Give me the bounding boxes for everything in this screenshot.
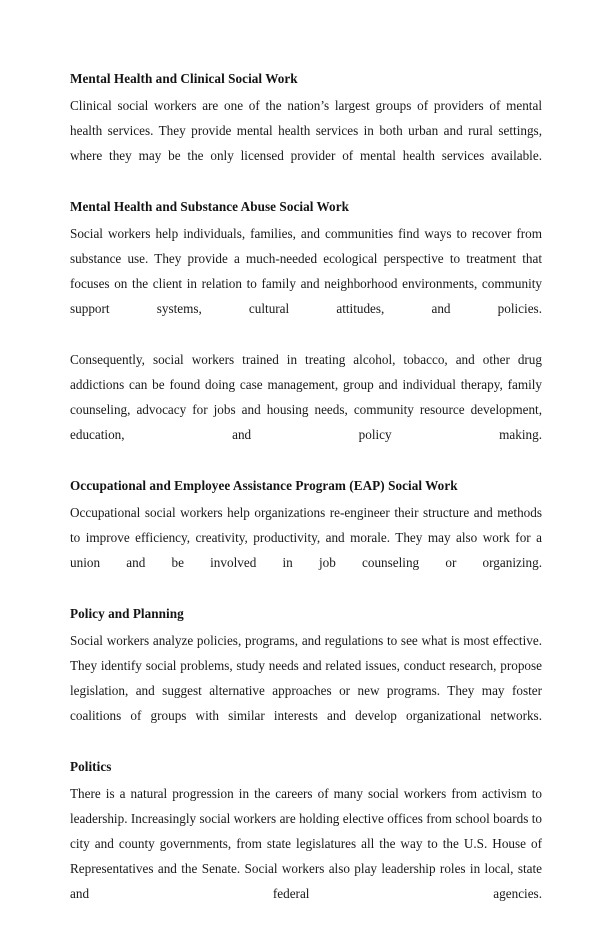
section-paragraph: Social workers help individuals, families, and communities find ways to recover from substance use. They provide a much-needed ecological perspective to treatment that focuses on the client in relation to family and neighborhood environments, community support systems, cultural attitudes, and policies.	[70, 225, 542, 317]
section-policy-and-planning	[70, 601, 542, 754]
section-heading: Policy and Planning	[70, 605, 184, 621]
section-paragraph: Social workers analyze policies, programs, and regulations to see what is most effective. They identify social problems, study needs and related issues, conduct research, propose legislation, and suggest alternative approaches or new programs. They may foster coalitions of groups with similar interests and develop organizational networks.	[70, 632, 542, 724]
section-paragraph: Occupational social workers help organizations re-engineer their structure and methods to improve efficiency, creativity, productivity, and morale. They may also work for a union and be involved in job counseling or organizing.	[70, 504, 542, 571]
section-mental-health-clinical	[70, 66, 542, 194]
section-heading: Mental Health and Substance Abuse Social Work	[70, 198, 349, 214]
paragraph-group	[70, 221, 542, 473]
section-paragraph: Clinical social workers are one of the nation’s largest groups of providers of mental health services. They provide mental health services in both urban and rural settings, where they may be the only licensed provider of mental health services available.	[70, 98, 542, 164]
section-occupational-eap	[70, 473, 542, 601]
section-heading: Politics	[70, 758, 112, 774]
section-paragraph: There is a natural progression in the careers of many social workers from activism to leadership. Increasingly social workers are holding elective offices from school boards to city and county governments, from state legislatures all the way to the U.S. House of Representatives and the Senate. Social workers also play leadership roles in local, state and federal agencies.	[70, 785, 542, 902]
section-heading: Mental Health and Clinical Social Work	[70, 71, 298, 86]
section-heading: Occupational and Employee Assistance Program (EAP) Social Work	[70, 477, 458, 493]
section-mental-health-substance-abuse	[70, 194, 542, 473]
section-paragraph: Consequently, social workers trained in treating alcohol, tobacco, and other drug addictions can be found doing case management, group and individual therapy, family counseling, advocacy for jobs and housing needs, community resource development, education, and policy making.	[70, 351, 542, 443]
document-body	[70, 66, 542, 932]
section-politics	[70, 754, 542, 932]
